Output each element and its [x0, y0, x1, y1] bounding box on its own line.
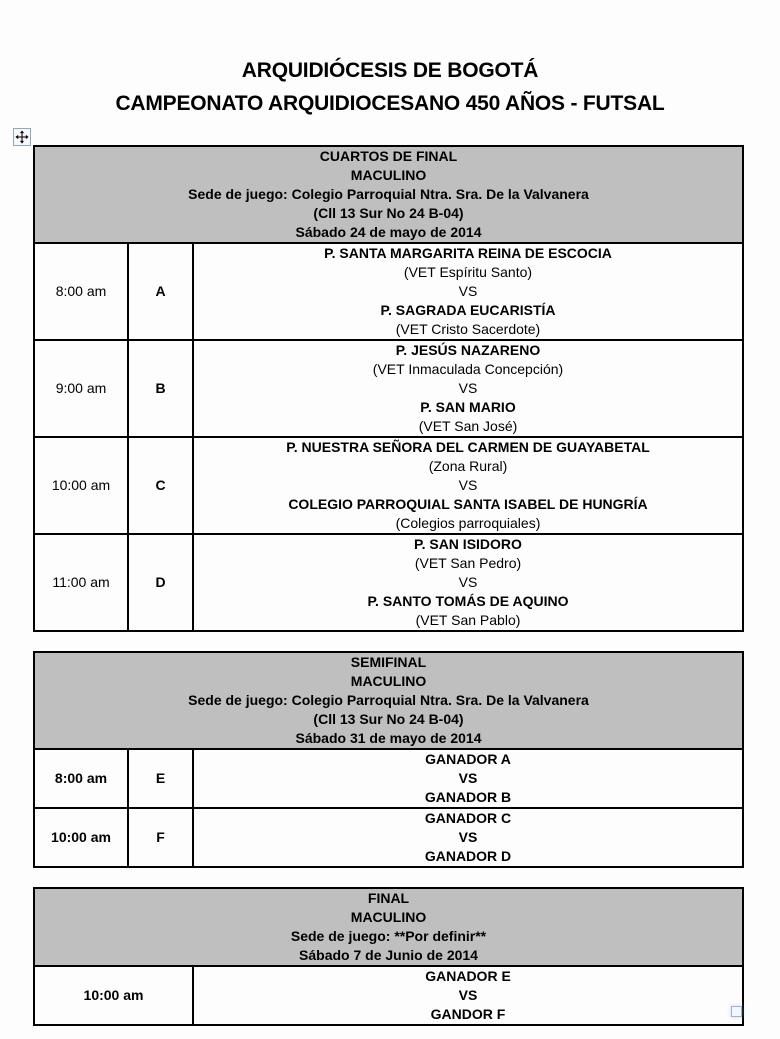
- group-cell: B: [128, 340, 193, 437]
- four-arrow-move-icon: [15, 130, 29, 144]
- group-cell: C: [128, 437, 193, 534]
- vs-label: VS: [458, 987, 478, 1003]
- time-cell: 11:00 am: [34, 534, 128, 631]
- document-title: [0, 0, 780, 120]
- match-row-final: [34, 966, 743, 1025]
- team-name: P. SAN ISIDORO: [414, 536, 522, 552]
- match-row-e: [34, 749, 743, 808]
- table-resize-handle[interactable]: [731, 1006, 742, 1017]
- team-name: P. SANTO TOMÁS DE AQUINO: [367, 593, 569, 609]
- round-name: FINAL: [367, 890, 410, 906]
- match-row-c: [34, 437, 743, 534]
- team-note: (VET San Pedro): [414, 555, 522, 571]
- section-header-row: [34, 888, 743, 966]
- table-move-handle[interactable]: [13, 128, 31, 146]
- round-name: CUARTOS DE FINAL: [319, 148, 458, 164]
- address-label: (Cll 13 Sur No 24 B-04): [313, 711, 464, 727]
- group-cell: D: [128, 534, 193, 631]
- team-name: GANADOR C: [424, 810, 512, 826]
- time-cell: 10:00 am: [34, 966, 193, 1025]
- match-row-d: [34, 534, 743, 631]
- team-name: GANDOR F: [430, 1006, 506, 1022]
- category-label: MACULINO: [350, 909, 427, 925]
- section-header-final: [34, 888, 743, 966]
- team-name: GANADOR E: [425, 968, 511, 984]
- category-label: MACULINO: [350, 167, 427, 183]
- vs-label: VS: [458, 283, 478, 299]
- table-gap: [33, 632, 744, 651]
- time-cell: 10:00 am: [34, 437, 128, 534]
- matchup-cell: [193, 340, 743, 437]
- date-label: Sábado 7 de Junio de 2014: [299, 947, 478, 963]
- matchup-cell: [193, 437, 743, 534]
- team-note: (VET San José): [418, 418, 518, 434]
- team-name: P. NUESTRA SEÑORA DEL CARMEN DE GUAYABETAL: [286, 439, 650, 455]
- team-note: (VET Cristo Sacerdote): [395, 321, 541, 337]
- group-cell: A: [128, 243, 193, 340]
- section-header-row: [34, 146, 743, 243]
- team-name: GANADOR D: [424, 848, 512, 864]
- matchup-cell: [193, 749, 743, 808]
- vs-label: VS: [458, 770, 478, 786]
- team-note: (VET Inmaculada Concepción): [372, 361, 564, 377]
- matchup-cell: [193, 534, 743, 631]
- team-name: GANADOR B: [424, 789, 512, 805]
- team-name: P. SAN MARIO: [420, 399, 516, 415]
- venue-label: Sede de juego: Colegio Parroquial Ntra. Sra. De la Valvanera: [188, 692, 589, 708]
- team-name: COLEGIO PARROQUIAL SANTA ISABEL DE HUNGRÍA: [288, 496, 648, 512]
- round-name: SEMIFINAL: [350, 654, 427, 670]
- vs-label: VS: [458, 574, 478, 590]
- section-header-semifinal: [34, 652, 743, 749]
- team-note: (VET San Pablo): [415, 612, 521, 628]
- time-cell: 10:00 am: [34, 808, 128, 867]
- matchup-cell: [193, 243, 743, 340]
- section-header-cuartos: [34, 146, 743, 243]
- semifinal-table: [33, 651, 744, 868]
- match-row-f: [34, 808, 743, 867]
- team-note: (Zona Rural): [428, 458, 508, 474]
- date-label: Sábado 31 de mayo de 2014: [295, 730, 482, 746]
- date-label: Sábado 24 de mayo de 2014: [295, 224, 482, 240]
- group-cell: F: [128, 808, 193, 867]
- team-name: P. SAGRADA EUCARISTÍA: [380, 302, 556, 318]
- group-cell: E: [128, 749, 193, 808]
- vs-label: VS: [458, 829, 478, 845]
- page-title-line1: ARQUIDIÓCESIS DE BOGOTÁ: [241, 59, 539, 82]
- section-header-row: [34, 652, 743, 749]
- match-row-b: [34, 340, 743, 437]
- cuartos-de-final-table: [33, 145, 744, 632]
- venue-label: Sede de juego: Colegio Parroquial Ntra. Sra. De la Valvanera: [188, 186, 589, 202]
- page-title-line2: CAMPEONATO ARQUIDIOCESANO 450 AÑOS - FUTSAL: [115, 92, 665, 115]
- match-row-a: [34, 243, 743, 340]
- tournament-schedule: [33, 145, 744, 1026]
- matchup-cell: [193, 808, 743, 867]
- team-name: GANADOR A: [425, 751, 511, 767]
- time-cell: 9:00 am: [34, 340, 128, 437]
- venue-label: Sede de juego: **Por definir**: [290, 928, 487, 944]
- vs-label: VS: [458, 477, 478, 493]
- address-label: (Cll 13 Sur No 24 B-04): [313, 205, 464, 221]
- team-note: (VET Espíritu Santo): [403, 264, 533, 280]
- team-name: P. SANTA MARGARITA REINA DE ESCOCIA: [324, 245, 612, 261]
- team-note: (Colegios parroquiales): [395, 515, 541, 531]
- time-cell: 8:00 am: [34, 749, 128, 808]
- matchup-cell: [193, 966, 743, 1025]
- time-cell: 8:00 am: [34, 243, 128, 340]
- category-label: MACULINO: [350, 673, 427, 689]
- team-name: P. JESÚS NAZARENO: [395, 342, 541, 358]
- final-table: [33, 887, 744, 1026]
- table-gap: [33, 868, 744, 887]
- vs-label: VS: [458, 380, 478, 396]
